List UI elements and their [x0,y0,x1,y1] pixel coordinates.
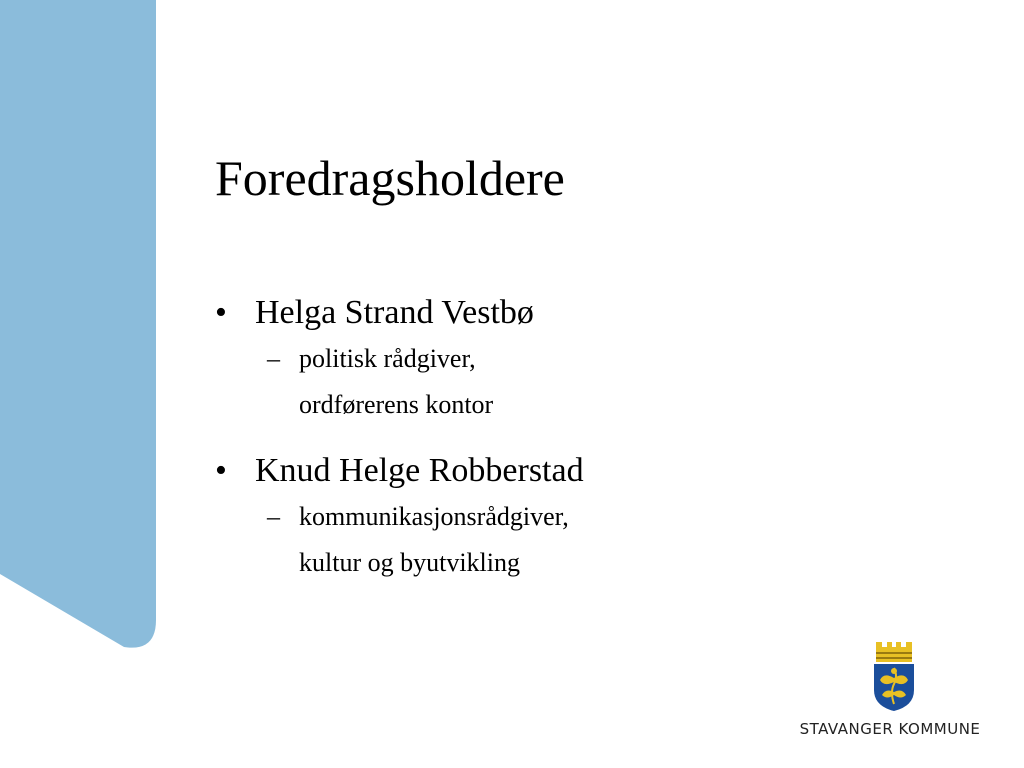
speaker-role [267,494,835,586]
dash-marker: – [267,502,280,531]
stavanger-kommune-logo [780,636,1010,746]
role-text [299,336,493,428]
side-band-shape [0,0,156,650]
speaker-name: Knud Helge Robberstad [255,452,584,489]
speaker-list [215,290,835,606]
side-band-fill [0,0,156,648]
speaker-line [215,290,835,336]
speaker-name: Helga Strand Vestbø [255,294,534,331]
crest-grape [891,668,897,674]
stavanger-coat-of-arms-icon [870,640,918,712]
speaker-details [215,336,835,428]
role-text [299,494,569,586]
crest-crown-band [876,657,912,659]
side-decoration-band [0,0,156,650]
role-line: kultur og byutvikling [299,548,520,577]
speaker-item [215,448,835,586]
crest-graphic [870,640,918,712]
role-line: ordførerens kontor [299,390,494,419]
speaker-item [215,290,835,428]
dash-marker: – [267,344,280,373]
bullet-marker: • [215,294,227,331]
speaker-details [215,494,835,586]
role-line: kommunikasjonsrådgiver, [299,502,569,531]
bullet-marker: • [215,452,227,489]
crest-crown-band [876,652,912,654]
slide-title: Foredragsholdere [215,150,565,206]
role-line: politisk rådgiver, [299,344,476,373]
speaker-role [267,336,835,428]
speaker-line [215,448,835,494]
logo-wordmark: STAVANGER KOMMUNE [799,720,981,738]
